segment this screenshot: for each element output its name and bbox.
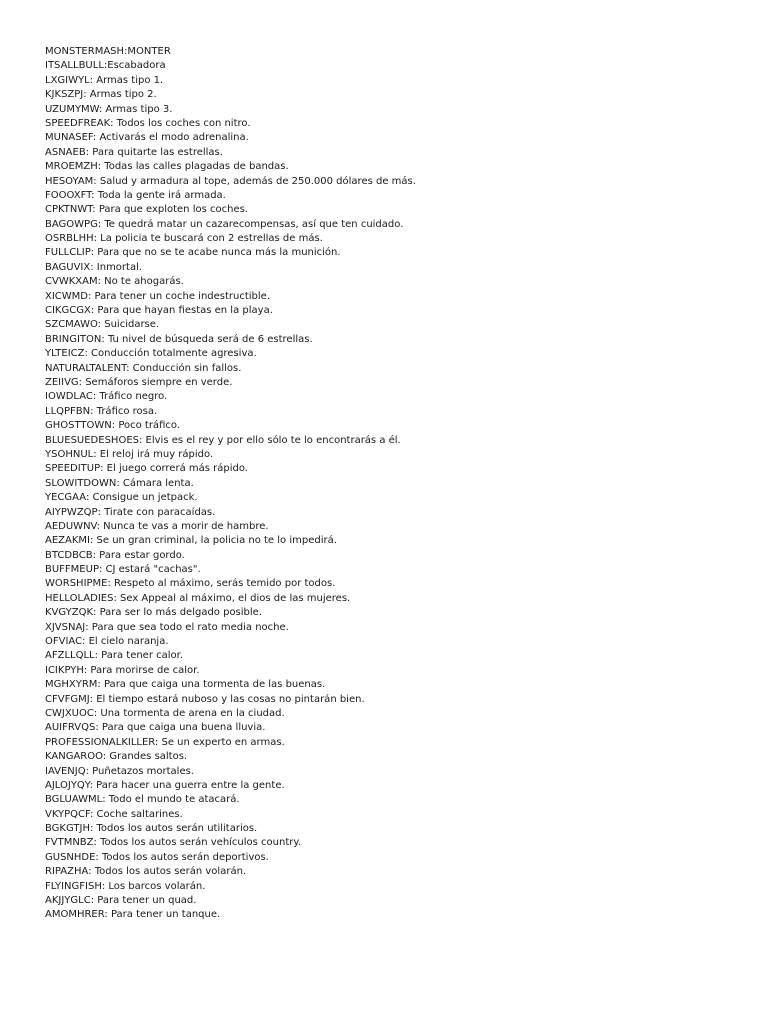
cheat-code-line: OSRBLHH: La policia te buscará con 2 estrellas de más.: [45, 233, 323, 245]
cheat-code-line: AMOMHRER: Para tener un tanque.: [45, 909, 221, 921]
cheat-code-line: IAVENJQ: Puñetazos mortales.: [45, 765, 194, 777]
cheat-code-line: OFVIAC: El cielo naranja.: [45, 636, 169, 648]
cheat-code-line: CVWKXAM: No te ahogarás.: [45, 276, 184, 288]
cheat-code-line: BTCDBCB: Para estar gordo.: [45, 549, 185, 561]
cheat-code-line: BGKGTJH: Todos los autos serán utilitarios.: [45, 823, 258, 835]
cheat-code-line: ITSALLBULL:Escabadora: [45, 60, 166, 72]
cheat-code-line: PROFESSIONALKILLER: Se un experto en armas.: [45, 736, 285, 748]
cheat-code-line: MONSTERMASH:MONTER: [45, 46, 171, 57]
cheat-code-line: RIPAZHA: Todos los autos serán volarán.: [45, 866, 247, 878]
cheat-code-line: SPEEDITUP: El juego correrá más rápido.: [45, 463, 248, 475]
cheat-code-line: NATURALTALENT: Conducción sin fallos.: [45, 362, 242, 374]
cheat-code-line: SZCMAWO: Suicidarse.: [45, 319, 160, 331]
cheat-code-line: HESOYAM: Salud y armadura al tope, además de 250.000 dólares de más.: [45, 175, 416, 187]
cheat-code-line: AIYPWZQP: Tirate con paracaídas.: [45, 506, 216, 518]
cheat-code-line: AEDUWNV: Nunca te vas a morir de hambre.: [45, 520, 269, 532]
cheat-code-line: YLTEICZ: Conducción totalmente agresiva.: [45, 348, 257, 360]
cheat-code-line: CWJXUOC: Una tormenta de arena en la ciudad.: [45, 707, 285, 719]
cheat-code-line: AJLOJYQY: Para hacer una guerra entre la gente.: [45, 779, 285, 791]
cheat-code-line: ZEIIVG: Semáforos siempre en verde.: [45, 376, 233, 388]
cheat-code-line: IOWDLAC: Tráfico negro.: [45, 391, 168, 403]
cheat-code-line: SLOWITDOWN: Cámara lenta.: [45, 477, 194, 489]
cheat-code-line: BAGUVIX: Inmortal.: [45, 261, 143, 273]
cheat-code-line: GHOSTTOWN: Poco tráfico.: [45, 420, 180, 432]
cheat-code-line: FOOOXFT: Toda la gente irá armada.: [45, 189, 226, 201]
cheat-code-line: AEZAKMI: Se un gran criminal, la policia no te lo impedirá.: [45, 535, 337, 547]
cheat-code-line: XJVSNAJ: Para que sea todo el rato media noche.: [45, 621, 289, 633]
cheat-code-line: FLYINGFISH: Los barcos volarán.: [45, 880, 206, 892]
cheat-code-line: AFZLLQLL: Para tener calor.: [45, 650, 184, 662]
cheat-code-line: LXGIWYL: Armas tipo 1.: [45, 74, 164, 86]
cheat-code-line: AKJJYGLC: Para tener un quad.: [45, 895, 197, 907]
cheat-code-list: [45, 45, 416, 923]
cheat-code-line: CIKGCGX: Para que hayan fiestas en la playa.: [45, 305, 273, 317]
cheat-code-line: SPEEDFREAK: Todos los coches con nitro.: [45, 117, 251, 129]
cheat-code-line: BGLUAWML: Todo el mundo te atacará.: [45, 794, 240, 806]
cheat-code-line: BUFFMEUP: CJ estará "cachas".: [45, 564, 201, 576]
cheat-code-line: KANGAROO: Grandes saltos.: [45, 751, 188, 763]
cheat-code-line: KVGYZQK: Para ser lo más delgado posible.: [45, 607, 263, 619]
cheat-code-line: CFVFGMJ: El tiempo estará nuboso y las cosas no pintarán bien.: [45, 693, 365, 705]
cheat-code-line: MROEMZH: Todas las calles plagadas de bandas.: [45, 161, 289, 173]
cheat-code-line: UZUMYMW: Armas tipo 3.: [45, 103, 173, 115]
cheat-code-line: AUIFRVQS: Para que caiga una buena lluvia.: [45, 722, 266, 734]
cheat-code-line: CPKTNWT: Para que exploten los coches.: [45, 204, 248, 216]
cheat-code-line: MUNASEF: Activarás el modo adrenalina.: [45, 132, 249, 144]
cheat-code-line: BRINGITON: Tu nivel de búsqueda será de 6 estrellas.: [45, 333, 313, 345]
cheat-code-line: BAGOWPG: Te quedrá matar un cazarecompensas, así que ten cuidado.: [45, 218, 404, 230]
cheat-code-line: ICIKPYH: Para morirse de calor.: [45, 664, 200, 676]
cheat-code-line: MGHXYRM: Para que caiga una tormenta de las buenas.: [45, 679, 326, 691]
cheat-code-line: YSOHNUL: El reloj irá muy rápido.: [45, 448, 214, 460]
cheat-code-line: FVTMNBZ: Todos los autos serán vehículos country.: [45, 837, 302, 849]
cheat-code-line: WORSHIPME: Respeto al máximo, serás temido por todos.: [45, 578, 336, 590]
cheat-code-line: XICWMD: Para tener un coche indestructible.: [45, 290, 271, 302]
cheat-code-line: GUSNHDE: Todos los autos serán deportivos.: [45, 851, 269, 863]
cheat-code-line: HELLOLADIES: Sex Appeal al máximo, el dios de las mujeres.: [45, 592, 351, 604]
cheat-code-line: LLQPFBN: Tráfico rosa.: [45, 405, 158, 417]
cheat-code-line: VKYPQCF: Coche saltarines.: [45, 808, 183, 820]
cheat-code-line: KJKSZPJ: Armas tipo 2.: [45, 89, 157, 101]
cheat-code-line: ASNAEB: Para quitarte las estrellas.: [45, 146, 223, 158]
cheat-code-line: BLUESUEDESHOES: Elvis es el rey y por ello sólo te lo encontrarás a él.: [45, 434, 401, 446]
cheat-code-line: YECGAA: Consigue un jetpack.: [45, 492, 198, 504]
cheat-code-line: FULLCLIP: Para que no se te acabe nunca más la munición.: [45, 247, 341, 259]
